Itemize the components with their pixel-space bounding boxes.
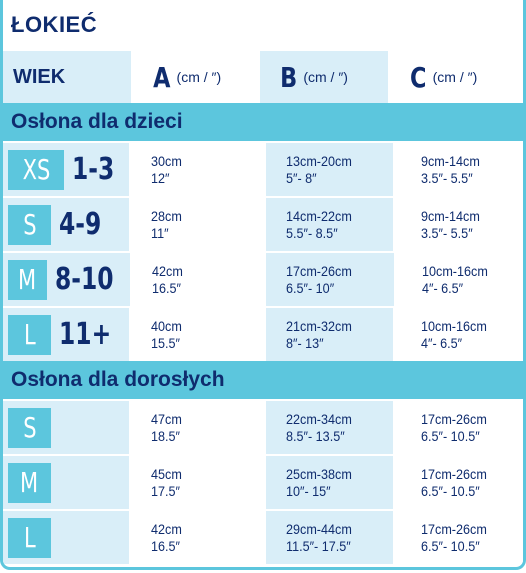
value-inch: 6.5″- 10.5″ [421,427,481,444]
age-header: WIEK [3,51,131,103]
column-unit: (cm / ″) [432,69,478,85]
value-cm: 25cm-38cm [285,465,352,482]
size-label: M [20,466,39,499]
measure-c-cell [396,253,523,306]
value-cm: 10cm-16cm [421,317,488,334]
value-cm: 21cm-32cm [285,317,352,334]
column-letter: B [280,60,298,94]
size-label: L [23,521,36,554]
measure-c-cell [395,198,523,251]
header-row [3,50,523,103]
size-cell [3,456,129,509]
chart-title: ŁOKIEĆ [11,12,98,37]
measure-b-cell [266,198,394,251]
value-cm: 9cm-14cm [421,152,481,169]
measure-a-cell [131,401,263,454]
value-cm: 10cm-16cm [421,262,488,279]
size-cell [3,198,129,251]
column-letter: C [410,60,427,94]
measure-c-cell [395,511,523,564]
size-cell [3,511,129,564]
value-cm: 13cm-20cm [285,152,352,169]
value-inch: 16.5″ [151,537,181,554]
value-cm: 17cm-26cm [421,465,488,482]
measure-a-cell [131,511,263,564]
table-row [3,253,523,306]
size-label: M [18,263,37,296]
value-inch: 6.5″- 10″ [286,279,335,296]
measure-a-cell [131,198,263,251]
column-letter: A [153,60,171,94]
table-row [3,511,523,564]
size-label: XS [22,153,50,186]
value-inch: 5.5″- 8.5″ [285,224,338,241]
column-c-header [388,51,523,103]
size-cell [3,253,130,306]
measure-b-cell [266,401,394,454]
value-cm: 40cm [151,317,183,334]
table-row [3,143,523,196]
measure-b-cell [266,253,393,306]
measure-b-cell [266,511,394,564]
size-badge [8,463,51,503]
measure-a-cell [131,143,263,196]
measure-c-cell [395,143,523,196]
value-inch: 11″ [151,224,170,241]
value-inch: 6.5″- 10.5″ [421,482,481,499]
value-cm: 30cm [151,152,183,169]
value-inch: 17.5″ [151,482,181,499]
measure-b-cell [266,143,394,196]
size-label: S [22,208,37,241]
value-inch: 8.5″- 13.5″ [285,427,345,444]
size-cell [3,308,129,361]
value-cm: 17cm-26cm [421,520,488,537]
value-inch: 18.5″ [151,427,181,444]
column-unit: (cm / ″) [303,69,348,85]
value-inch: 10″- 15″ [285,482,331,499]
size-badge [8,260,47,300]
size-badge [8,205,51,245]
value-cm: 42cm [152,262,183,279]
value-cm: 42cm [151,520,183,537]
measure-b-cell [266,456,394,509]
size-cell [3,401,129,454]
section-header: Osłona dla dorosłych [3,361,523,399]
measure-a-cell [131,308,263,361]
measure-b-cell [266,308,394,361]
size-label: S [22,411,37,444]
value-inch: 8″- 13″ [285,334,324,351]
size-label: L [23,318,36,351]
table-row [3,401,523,454]
age-range: 8-10 [54,262,114,297]
table-row [3,456,523,509]
value-cm: 45cm [151,465,183,482]
value-inch: 4″- 6.5″ [421,279,463,296]
column-a-header [131,51,258,103]
size-badge [8,518,51,558]
measure-c-cell [395,456,523,509]
column-b-header [258,51,388,103]
sections [3,103,523,564]
value-inch: 4″- 6.5″ [421,334,463,351]
value-inch: 11.5″- 17.5″ [285,537,351,554]
value-inch: 15.5″ [151,334,181,351]
value-inch: 12″ [151,169,170,186]
column-unit: (cm / ″) [176,69,222,85]
value-inch: 3.5″- 5.5″ [421,169,474,186]
value-inch: 16.5″ [152,279,181,296]
age-range: 1-3 [72,152,115,187]
section-header: Osłona dla dzieci [3,103,523,141]
value-cm: 47cm [151,410,183,427]
size-cell [3,143,129,196]
size-badge [8,150,64,190]
value-cm: 28cm [151,207,183,224]
measure-a-cell [131,456,263,509]
value-inch: 6.5″- 10.5″ [421,537,481,554]
measure-c-cell [395,401,523,454]
measure-a-cell [132,253,264,306]
value-cm: 17cm-26cm [286,262,353,279]
age-range: 4-9 [59,207,102,242]
value-inch: 5″- 8″ [285,169,317,186]
value-cm: 22cm-34cm [285,410,352,427]
value-cm: 9cm-14cm [421,207,481,224]
value-cm: 29cm-44cm [285,520,352,537]
measure-c-cell [395,308,523,361]
age-range: 11+ [59,317,112,352]
value-cm: 14cm-22cm [285,207,352,224]
table-row [3,198,523,251]
size-badge [8,315,51,355]
value-cm: 17cm-26cm [421,410,488,427]
title-bar [3,0,523,50]
size-badge [8,408,51,448]
value-inch: 3.5″- 5.5″ [421,224,474,241]
table-row [3,308,523,361]
